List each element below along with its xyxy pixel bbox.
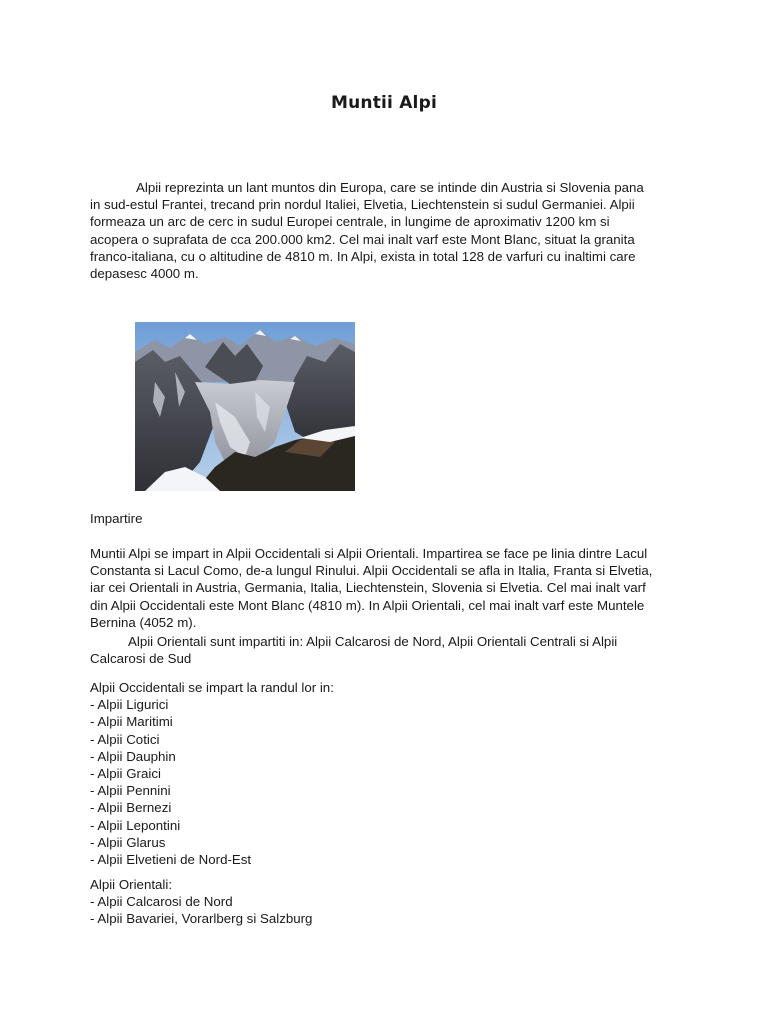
list-item: - Alpii Elvetieni de Nord-Est [90, 852, 252, 868]
intro-paragraph [90, 179, 690, 282]
text-line: Alpii Orientali sunt impartiti in: Alpii Calcarosi de Nord, Alpii Orientali Centrali si Alpii [128, 634, 618, 649]
text-line: depasesc 4000 m. [90, 266, 199, 282]
eastern-division-paragraph [90, 633, 690, 667]
text-line: franco-italiana, cu o altitudine de 4810 m. In Alpi, exista in total 128 de varfuri cu inaltimi care [90, 248, 636, 264]
list-item: - Alpii Graici [90, 766, 161, 782]
text-line: acopera o suprafata de cca 200.000 km2. Cel mai inalt varf este Mont Blanc, situat la granita [90, 231, 635, 247]
list-heading: Alpii Occidentali se impart la randul lor in: [90, 680, 334, 695]
list-item: - Alpii Bernezi [90, 800, 172, 816]
text-line: Bernina (4052 m). [90, 614, 197, 630]
list-item: - Alpii Dauphin [90, 748, 176, 764]
text-line: iar cei Orientali in Austria, Germania, Italia, Liechtenstein, Slovenia si Elvetia. Cel mai inalt varf [90, 580, 646, 596]
text-line: Calcarosi de Sud [90, 651, 192, 667]
western-alps-list [90, 679, 690, 868]
list-heading: Alpii Orientali: [90, 877, 173, 892]
text-line: din Alpii Occidentali este Mont Blanc (4810 m). In Alpii Orientali, cel mai inalt varf este Muntele [90, 597, 645, 613]
list-item: - Alpii Glarus [90, 834, 166, 850]
list-item: - Alpii Lepontini [90, 817, 181, 833]
text-line: formeaza un arc de cerc in sudul Europei centrale, in lungime de aproximativ 1200 km si [90, 214, 610, 230]
division-paragraph [90, 545, 690, 631]
text-line: Muntii Alpi se impart in Alpii Occidentali si Alpii Orientali. Impartirea se face pe linia dintre Lacul [90, 546, 648, 561]
document-title: Muntii Alpi [330, 93, 437, 113]
list-item: - Alpii Pennini [90, 783, 171, 799]
list-item: - Alpii Cotici [90, 731, 160, 747]
list-item: - Alpii Bavariei, Vorarlberg si Salzburg [90, 911, 313, 927]
text-line: Constanta si Lacul Como, de-a lungul Rinului. Alpii Occidentali se afla in Italia, Franta si Elvetia, [90, 563, 653, 579]
section-heading: Impartire [90, 511, 143, 526]
text-line: in sud-estul Frantei, trecand prin nordul Italiei, Elvetia, Liechtenstein si sudul Germaniei. Alpii [90, 197, 635, 213]
list-item: - Alpii Ligurici [90, 697, 169, 713]
eastern-alps-list [90, 876, 690, 928]
list-item: - Alpii Maritimi [90, 714, 173, 730]
list-item: - Alpii Calcarosi de Nord [90, 894, 233, 910]
text-line: Alpii reprezinta un lant muntos din Europa, care se intinde din Austria si Slovenia pana [136, 180, 644, 195]
mountain-photo [135, 322, 355, 491]
